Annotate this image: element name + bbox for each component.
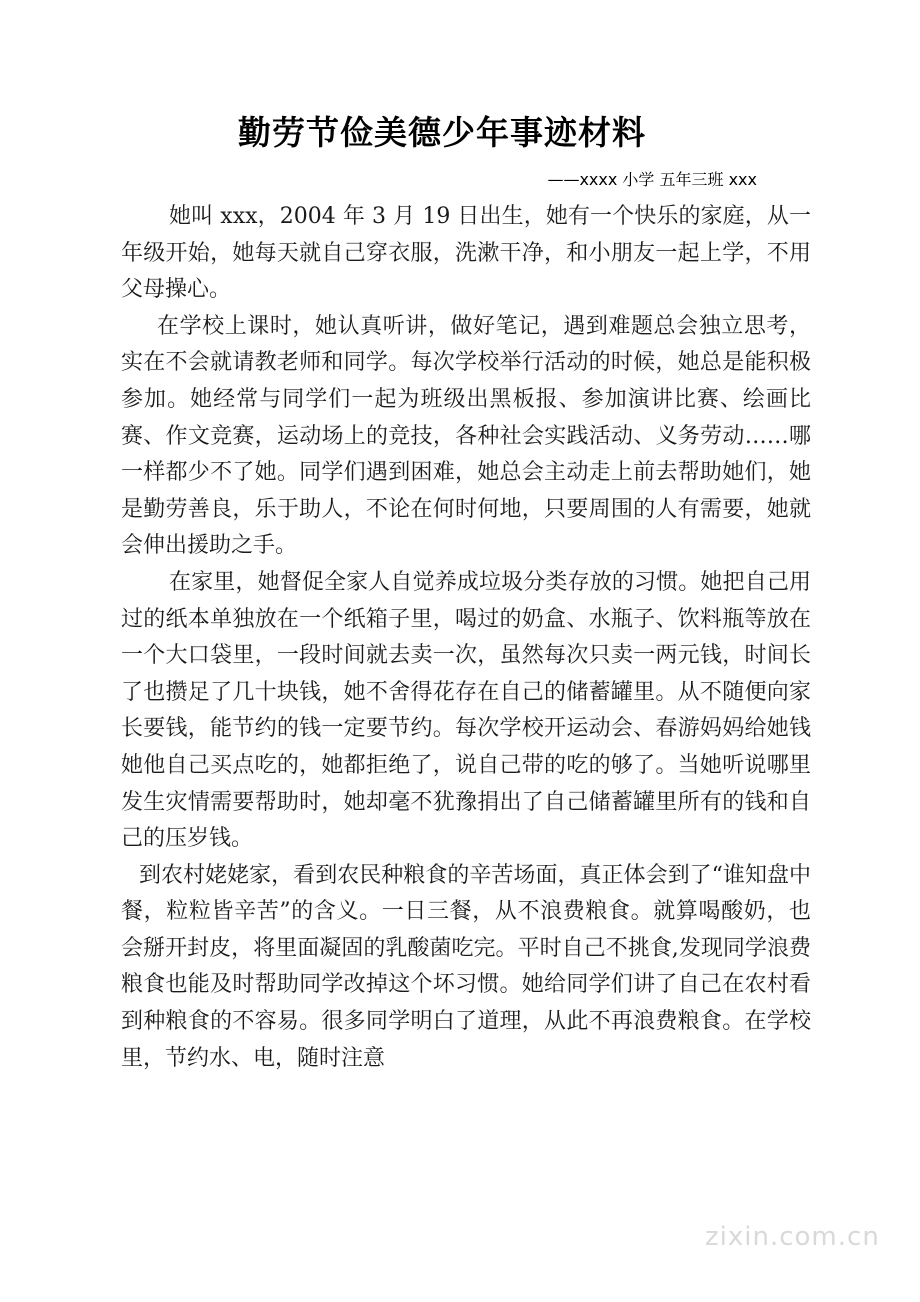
paragraph-3: 在家里，她督促全家人自觉养成垃圾分类存放的习惯。她把自己用过的纸本单独放在一个纸箱子里，喝过的奶盒、水瓶子、饮料瓶等放在一个大口袋里，一段时间就去卖一次，虽然每次只卖一两元钱，时间长了也攒足了几十块钱，她不舍得花存在自己的储蓄罐里。从不随便向家长要钱，能节约的钱一定要节约。每次学校开运动会、春游妈妈给她钱她他自己买点吃的，她都拒绝了，说自己带的吃的够了。当她听说哪里发生灾情需要帮助时，她却毫不犹豫捐出了自己储蓄罐里所有的钱和自己的压岁钱。	[121, 569, 811, 852]
paragraph-1: 她叫 xxx，2004 年 3 月 19 日出生，她有一个快乐的家庭，从一年级开始，她每天就自己穿衣服，洗漱干净，和小朋友一起上学，不用父母操心。	[121, 204, 811, 303]
document-body	[121, 199, 811, 1077]
document-title: 勤劳节俭美德少年事迹材料	[238, 113, 646, 152]
site-watermark: zixin.com.cn	[705, 1222, 880, 1252]
author-byline: ——xxxx 小学 五年三班 xxx	[547, 170, 757, 189]
paragraph-4: 到农村姥姥家，看到农民种粮食的辛苦场面，真正体会到了“谁知盘中餐，粒粒皆辛苦”的含义。一日三餐，从不浪费粮食。就算喝酸奶，也会掰开封皮，将里面凝固的乳酸菌吃完。平时自己不挑食,发现同学浪费粮食也能及时帮助同学改掉这个坏习惯。她给同学们讲了自己在农村看到种粮食的不容易。很多同学明白了道理，从此不再浪费粮食。在学校里，节约水、电，随时注意	[121, 862, 811, 1071]
paragraph-2: 在学校上课时，她认真听讲，做好笔记，遇到难题总会独立思考，实在不会就请教老师和同学。每次学校举行活动的时候，她总是能积极参加。她经常与同学们一起为班级出黑板报、参加演讲比赛、绘画比赛、作文竞赛，运动场上的竞技，各种社会实践活动、义务劳动……哪一样都少不了她。同学们遇到困难，她总会主动走上前去帮助她们，她是勤劳善良，乐于助人，不论在何时何地，只要周围的人有需要，她就会伸出援助之手。	[121, 313, 811, 559]
